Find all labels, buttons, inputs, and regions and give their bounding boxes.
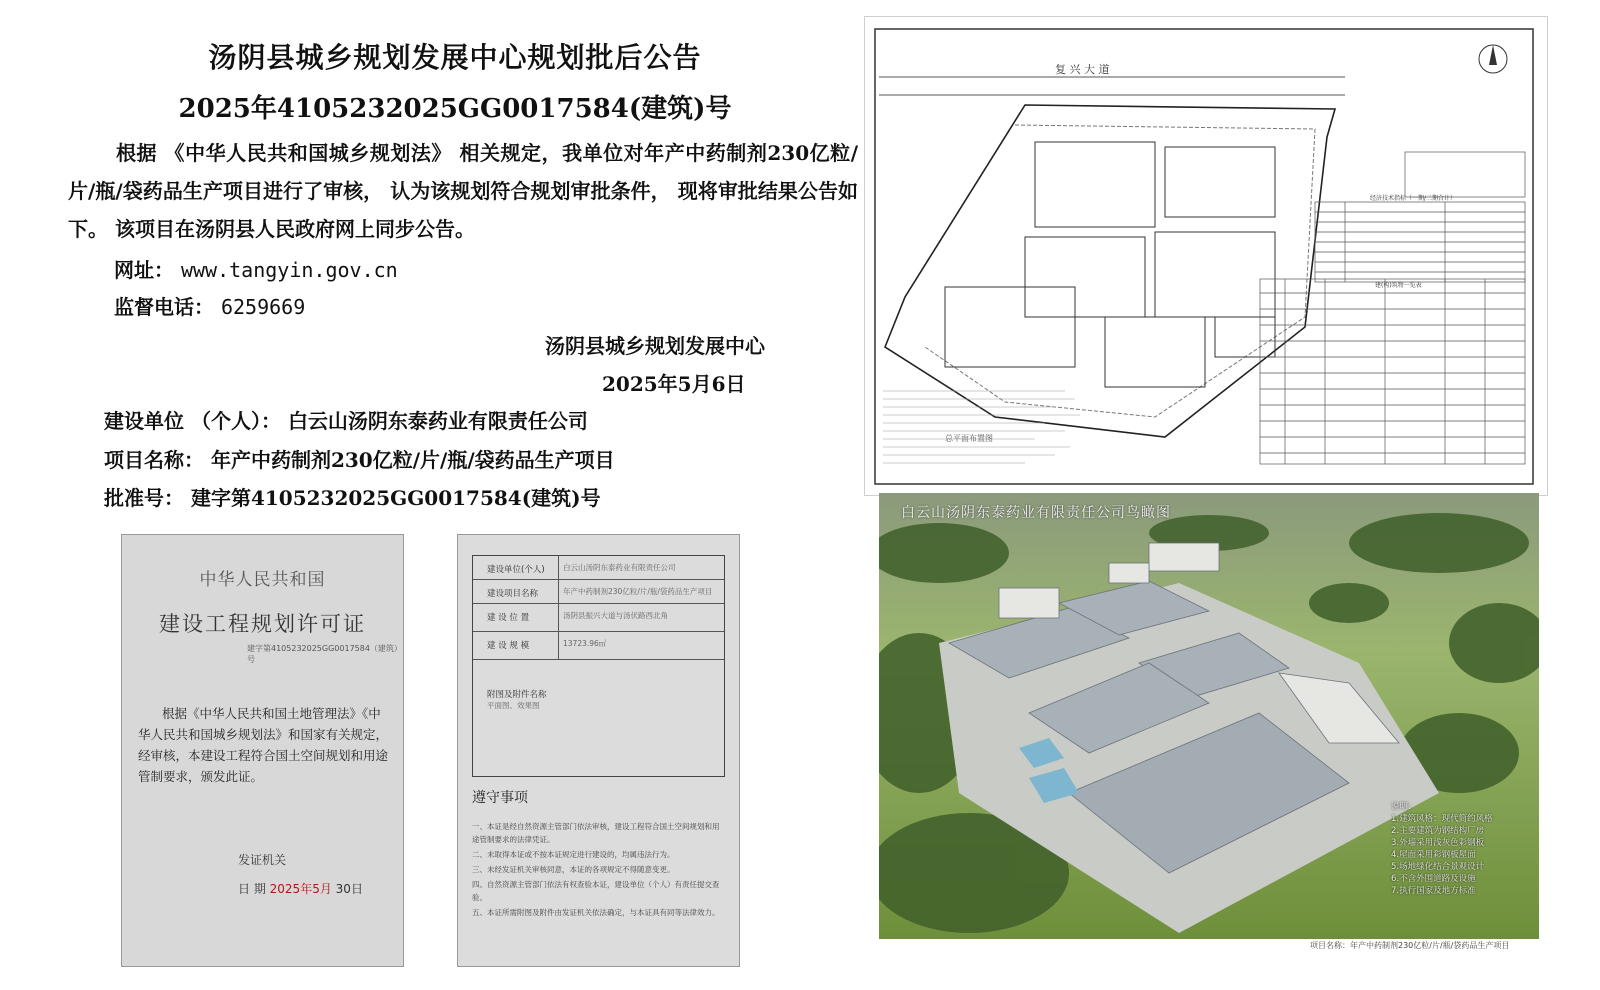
website-row	[114, 254, 398, 283]
aerial-caption: 项目名称：年产中药制剂230亿粒/片/瓶/袋药品生产项目	[1310, 941, 1510, 950]
list-item: 三、未经发证机关审核同意，本证的各项规定不得随意变更。	[472, 865, 675, 874]
site-plan-drawing	[864, 16, 1548, 496]
list-item: 一、本证是经自然资源主管部门依法审核，建设工程符合国土空间规划和用途管制要求的法律凭证。	[472, 822, 720, 844]
attach-label: 附图及附件名称	[487, 690, 547, 700]
building-table-title: 建(构)筑物一览表	[1375, 282, 1422, 289]
permit-date-day: 30日	[335, 882, 363, 896]
attach-value: 平面图、效果图	[487, 701, 540, 710]
project-value: 年产中药制剂230亿粒/片/瓶/袋药品生产项目	[210, 448, 615, 472]
row-label: 建设单位(个人)	[473, 556, 559, 579]
notice-issuer: 汤阴县城乡规划发展中心	[545, 334, 765, 358]
approval-row	[104, 482, 601, 511]
website-label: 网址：	[114, 258, 174, 282]
notice-heading: 遵守事项	[472, 790, 528, 806]
notice-number: 2025年4105232025GG0017584(建筑)号	[178, 94, 732, 124]
table-row	[473, 604, 724, 632]
road-label: 复 兴 大 道	[1055, 63, 1110, 76]
notice-date: 2025年5月6日	[602, 372, 746, 396]
permit-date-label: 日 期	[238, 882, 266, 896]
list-item: 4.屋面采用彩钢板屋面	[1391, 850, 1476, 860]
list-item: 1.建筑风格：现代简约风格	[1391, 814, 1493, 824]
list-item: 5.场地绿化结合景观设计	[1391, 862, 1485, 872]
approval-label: 批准号：	[104, 486, 184, 510]
permit-body: 根据《中华人民共和国土地管理法》《中华人民共和国城乡规划法》和国家有关规定，经审核，本建设工程符合国土空间规划和用途管制要求，颁发此证。	[138, 706, 389, 784]
row-value: 13723.96㎡	[563, 639, 607, 648]
table-row	[473, 580, 724, 604]
row-label: 建 设 规 模	[473, 632, 559, 659]
phone-label: 监督电话：	[114, 295, 214, 319]
notice-body: 根据 《中华人民共和国城乡规划法》 相关规定，我单位对年产中药制剂230亿粒/片/瓶/袋药品生产项目进行了审核， 认为该规划符合规划审批条件， 现将审批结果公告如下。 该项目在汤阴县人民政府网上同步公告。	[68, 141, 858, 241]
aerial-notes	[1391, 801, 1531, 897]
project-row	[104, 444, 615, 473]
list-item: 五、本证所需附图及附件由发证机关依法确定，与本证具有同等法律效力。	[472, 908, 720, 917]
site-plan-svg	[865, 17, 1549, 497]
list-item: 7.执行国家及地方标准	[1391, 886, 1476, 896]
row-value: 汤阴县振兴大道与汤伏路西北角	[563, 611, 668, 620]
list-item: 二、未取得本证或不按本证规定进行建设的，均属违法行为。	[472, 850, 675, 859]
row-value: 白云山汤阴东泰药业有限责任公司	[563, 563, 676, 572]
table-row	[473, 632, 724, 660]
notice-title: 汤阴县城乡规划发展中心规划批后公告	[208, 41, 702, 74]
permit-issuer: 发证机关	[238, 853, 287, 867]
approval-value: 建字第4105232025GG0017584(建筑)号	[190, 486, 601, 510]
aerial-render	[879, 493, 1539, 939]
notice-list	[472, 820, 725, 921]
row-label: 建 设 位 置	[473, 604, 559, 631]
project-label: 项目名称：	[104, 448, 204, 472]
permit-cover-page	[121, 534, 404, 967]
builder-label: 建设单位 （个人）：	[104, 409, 281, 433]
tech-table-title: 经济技术指标（一期/二期合计）	[1370, 195, 1457, 202]
builder-value: 白云山汤阴东泰药业有限责任公司	[287, 409, 588, 433]
permit-country: 中华人民共和国	[199, 570, 326, 590]
permit-date	[238, 880, 363, 897]
list-item: 6.不含外围道路及设施	[1391, 874, 1476, 884]
site-plan-caption: 总平面布置图	[945, 434, 993, 443]
aerial-title: 白云山汤阴东泰药业有限责任公司鸟瞰图	[901, 505, 1171, 521]
permit-title: 建设工程规划许可证	[159, 612, 366, 636]
north-arrow-icon	[1479, 45, 1507, 73]
website-link[interactable]: www.tangyin.gov.cn	[180, 258, 398, 282]
list-item: 2.主要建筑为钢结构厂房	[1391, 826, 1485, 836]
phone-row	[114, 291, 305, 320]
permit-table	[472, 555, 725, 777]
permit-date-value: 2025年5月	[269, 882, 332, 896]
list-item: 3.外墙采用浅灰色彩钢板	[1391, 838, 1485, 848]
row-label: 建设项目名称	[473, 580, 559, 603]
table-row	[473, 556, 724, 580]
permit-detail-page	[457, 534, 740, 967]
row-value: 年产中药制剂230亿粒/片/瓶/袋药品生产项目	[563, 587, 713, 596]
list-item: 四、自然资源主管部门依法有权查验本证，建设单位（个人）有责任提交查验。	[472, 880, 720, 902]
phone-value: 6259669	[220, 295, 306, 319]
list-item: 说明：	[1391, 802, 1417, 812]
permit-number: 建字第4105232025GG0017584（建筑）号	[247, 644, 402, 664]
builder-row	[104, 405, 588, 434]
